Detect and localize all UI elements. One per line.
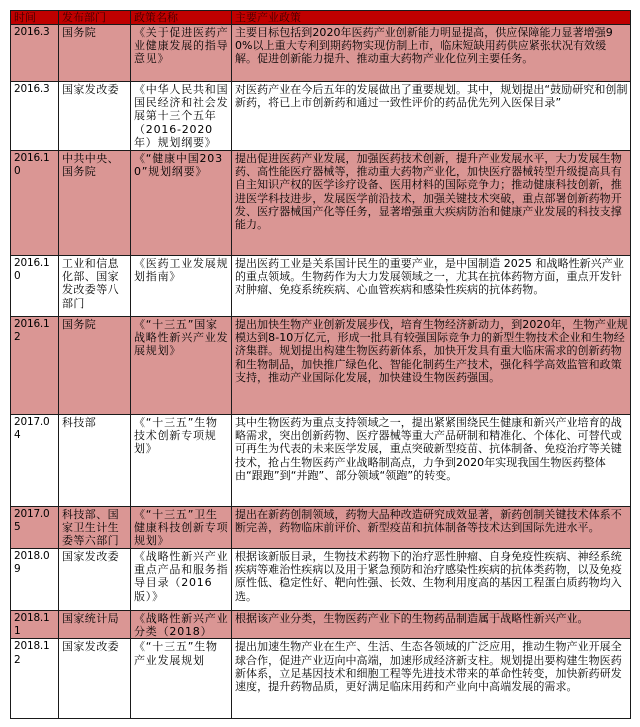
header-department: 发布部门 [59,11,131,25]
table-row [11,507,631,549]
cell-department: 中共中央、国务院 [59,151,131,256]
table-row [11,151,631,256]
cell-date: 2018.09 [11,549,59,611]
cell-department: 国家发改委 [59,639,131,719]
cell-department: 科技部 [59,415,131,507]
cell-date: 2016.10 [11,256,59,317]
table-row [11,415,631,507]
cell-department: 国家发改委 [59,82,131,151]
cell-main-policy: 提出加速生物产业在生产、生活、生态各领域的广泛应用，推动生物产业开展全球合作，促进产业迈向中高端，加速形成经济新支柱。规划提出要构建生物医药新体系，立足基因技术和细胞工程等先进技术带来的革命性转变，加快新药研发速度，提升药物品质，更好满足临床用药和产业向中高端发展的需求。 [232,639,631,719]
cell-date: 2016.3 [11,82,59,151]
table-row [11,317,631,415]
cell-main-policy: 根据该产业分类，生物医药产业下的生物药品制造属于战略性新兴产业。 [232,611,631,639]
cell-policy-name: 《战略性新兴产业分类（2018） [131,611,232,639]
cell-department: 工业和信息化部、国家发改委等八部门 [59,256,131,317]
cell-date: 2016.12 [11,317,59,415]
cell-date: 2017.04 [11,415,59,507]
table-row [11,639,631,719]
table-row [11,82,631,151]
cell-policy-name: 《医药工业发展规划指南》 [131,256,232,317]
cell-main-policy: 根据该新版目录，生物技术药物下的治疗恶性肿瘤、自身免疫性疾病、神经系统疾病等难治性疾病以及用于紧急预防和治疗感染性疾病的抗体类药物，以及免疫原性低、稳定性好、靶向性强、长效、生物利用度高的基因工程蛋白质药物均入选。 [232,549,631,611]
table-row [11,256,631,317]
table-row [11,25,631,82]
cell-policy-name: 《“十三五”国家战略性新兴产业发展规划》 [131,317,232,415]
cell-main-policy: 提出加快生物产业创新发展步伐，培育生物经济新动力，到2020年，生物产业规模达到8-10万亿元，形成一批具有较强国际竞争力的新型生物技术企业和生物经济集群。规划提出构建生物医药新体系，加快开发具有重大临床需求的创新药物和生物制品，加快推广绿色化、智能化制药生产技术，强化科学高效监管和政策支持，推动产业国际化发展，加快建设生物医药强国。 [232,317,631,415]
cell-department: 国务院 [59,317,131,415]
cell-department: 国家发改委 [59,549,131,611]
cell-date: 2016.10 [11,151,59,256]
policy-table [10,10,631,719]
cell-date: 2018.12 [11,639,59,719]
cell-main-policy: 提出促进医药产业发展，加强医药技术创新，提升产业发展水平，大力发展生物药、高性能医疗器械等，推动重大药物产业化，加快医疗器械转型升级提高具有自主知识产权的医学诊疗设备、医用材料的国际竞争力；推动健康科技创新，推进医学科技进步，发展医学前沿技术，加强关键技术突破，重点部署创新药物开发、医疗器械国产化等任务，显著增强重大疾病防治和健康产业发展的科技支撑能力。 [232,151,631,256]
cell-policy-name: 《战略性新兴产业重点产品和服务指导目录（2016版）》 [131,549,232,611]
cell-policy-name: 《中华人民共和国国民经济和社会发展第十三个五年（2016-2020年）规划纲要》 [131,82,232,151]
cell-department: 科技部、国家卫生计生委等六部门 [59,507,131,549]
header-main-policy: 主要产业政策 [232,11,631,25]
header-date: 时间 [11,11,59,25]
cell-policy-name: 《“十三五”生物产业发展规划 [131,639,232,719]
table-header-row [11,11,631,25]
cell-policy-name: 《关于促进医药产业健康发展的指导意见》 [131,25,232,82]
table-row [11,611,631,639]
cell-policy-name: 《“十三五”卫生健康科技创新专项规划》 [131,507,232,549]
cell-main-policy: 提出在新药创制领域，药物大品种改造研究成效显著，新药创制关键技术体系不断完善，药物临床前评价、新型疫苗和抗体制备等技术达到国际先进水平。 [232,507,631,549]
cell-main-policy: 其中生物医药为重点支持领域之一，提出紧紧围绕民生健康和新兴产业培育的战略需求，突出创新药物、医疗器械等重大产品研制和精准化、个体化、可替代或可再生为代表的未来医学发展，重点突破新型疫苗、抗体制备、免疫治疗等关键技术，抢占生物医药产业战略制高点，力争到2020年实现我国生物医药整体由“跟跑”到“并跑”、部分领域“领跑”的转变。 [232,415,631,507]
cell-department: 国务院 [59,25,131,82]
cell-policy-name: 《“健康中国2030”规划纲要》 [131,151,232,256]
cell-date: 2017.05 [11,507,59,549]
cell-department: 国家统计局 [59,611,131,639]
cell-policy-name: 《“十三五”生物技术创新专项规划》 [131,415,232,507]
cell-main-policy: 主要目标包括到2020年医药产业创新能力明显提高，供应保障能力显著增强90%以上重大专利到期药物实现仿制上市，临床短缺用药供应紧张状况有效缓解。促进创新能力提升、推动重大药物产业化位列主要任务。 [232,25,631,82]
header-policy-name: 政策名称 [131,11,232,25]
policy-table-container [10,10,630,719]
cell-date: 2016.3 [11,25,59,82]
cell-date: 2018.11 [11,611,59,639]
table-row [11,549,631,611]
cell-main-policy: 对医药产业在今后五年的发展做出了重要规划。其中，规划提出“鼓励研究和创制新药，将已上市创新药和通过一致性评价的药品优先列入医保目录” [232,82,631,151]
cell-main-policy: 提出医药工业是关系国计民生的重要产业，是中国制造 2025 和战略性新兴产业的重点领域。生物药作为大力发展领域之一，尤其在抗体药物方面，重点开发针对肿瘤、免疫系统疾病、心血管疾病和感染性疾病的抗体药物。 [232,256,631,317]
